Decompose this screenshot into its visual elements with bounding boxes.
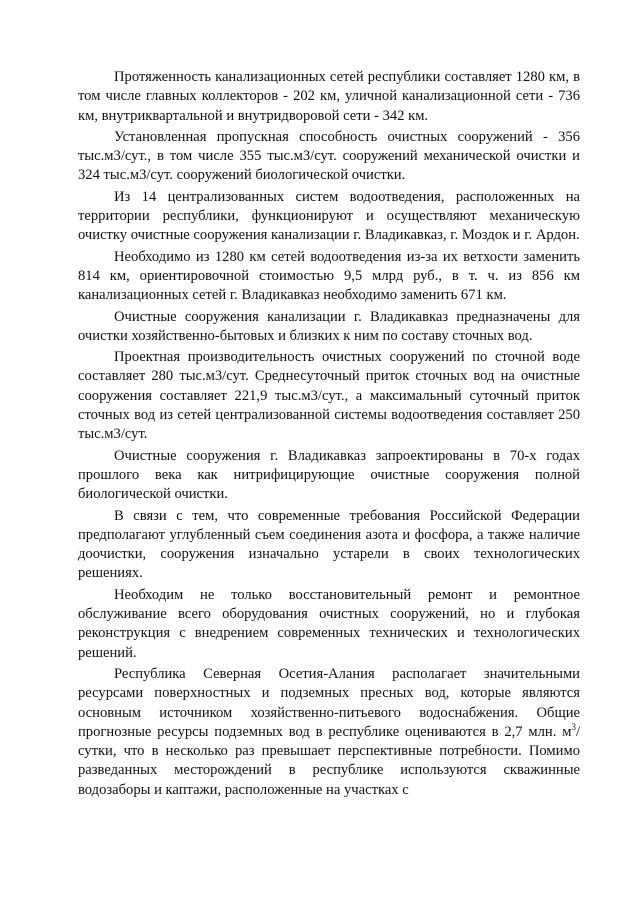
cubic-superscript: 3 (571, 721, 576, 732)
paragraph-capacity: Установленная пропускная способность очистных сооружений - 356 тыс.м3/сут., в том числе 355 тыс.м3/сут. сооружений механической очистки и 324 тыс.м3/сут. сооружений биологической очистки. (78, 128, 580, 184)
paragraph-replacement: Необходимо из 1280 км сетей водоотведения из-за их ветхости заменить 814 км, ориентировочной стоимостью 9,5 млрд руб., в т. ч. из 856 км канализационных сетей г. Владикавказ необходимо заменить 671 км. (78, 248, 580, 304)
paragraph-systems: Из 14 централизованных систем водоотведения, расположенных на территории республики, функционируют и осуществляют механическую очистку очистные сооружения канализации г. Владикавказ, г. Моздок и г. Ардон. (78, 188, 580, 244)
paragraph-design-history: Очистные сооружения г. Владикавказ запроектированы в 70-х годах прошлого века как нитрифицирующие очистные сооружения полной биологической очистки. (78, 447, 580, 503)
paragraph-sewer-length: Протяженность канализационных сетей республики составляет 1280 км, в том числе главных коллекторов - 202 км, уличной канализационной сети - 736 км, внутриквартальной и внутридворовой сети - 342 км. (78, 69, 580, 124)
water-resources-text-after: /сутки, что в несколько раз превышает перспективные потребности. Помимо разведанных месторождений в республике используются скважинные водозаборы и каптажи, расположенные на участках с (78, 723, 580, 798)
paragraph-productivity: Проектная производительность очистных сооружений по сточной воде составляет 280 тыс.м3/сут. Среднесуточный приток сточных вод на очистные сооружения составляет 221,9 тыс.м3/сут., а максимальный суточный приток сточных вод из сетей централизованной системы водоотведения составляет 250 тыс.м3/сут. (78, 349, 580, 443)
paragraph-water-resources (78, 665, 580, 800)
document-page (78, 68, 580, 802)
paragraph-reconstruction: Необходим не только восстановительный ремонт и ремонтное обслуживание всего оборудования очистных сооружений, но и глубокая реконструкция с внедрением современных технических и технологических решений. (78, 586, 580, 661)
paragraph-treatment-purpose: Очистные сооружения канализации г. Владикавказ предназначены для очистки хозяйственно-бытовых и близких к ним по составу сточных вод. (78, 308, 580, 344)
water-resources-text-before: Республика Северная Осетия-Алания располагает значительными ресурсами поверхностных и подземных пресных вод, которые являются основным источником хозяйственно-питьевого водоснабжения. Общие прогнозные ресурсы подземных вод в республике оцениваются в 2,7 млн. м (78, 665, 580, 740)
paragraph-requirements: В связи с тем, что современные требования Российской Федерации предполагают углубленный съем соединения азота и фосфора, а также наличие доочистки, сооружения изначально устарели в своих технологических решениях. (78, 507, 580, 582)
